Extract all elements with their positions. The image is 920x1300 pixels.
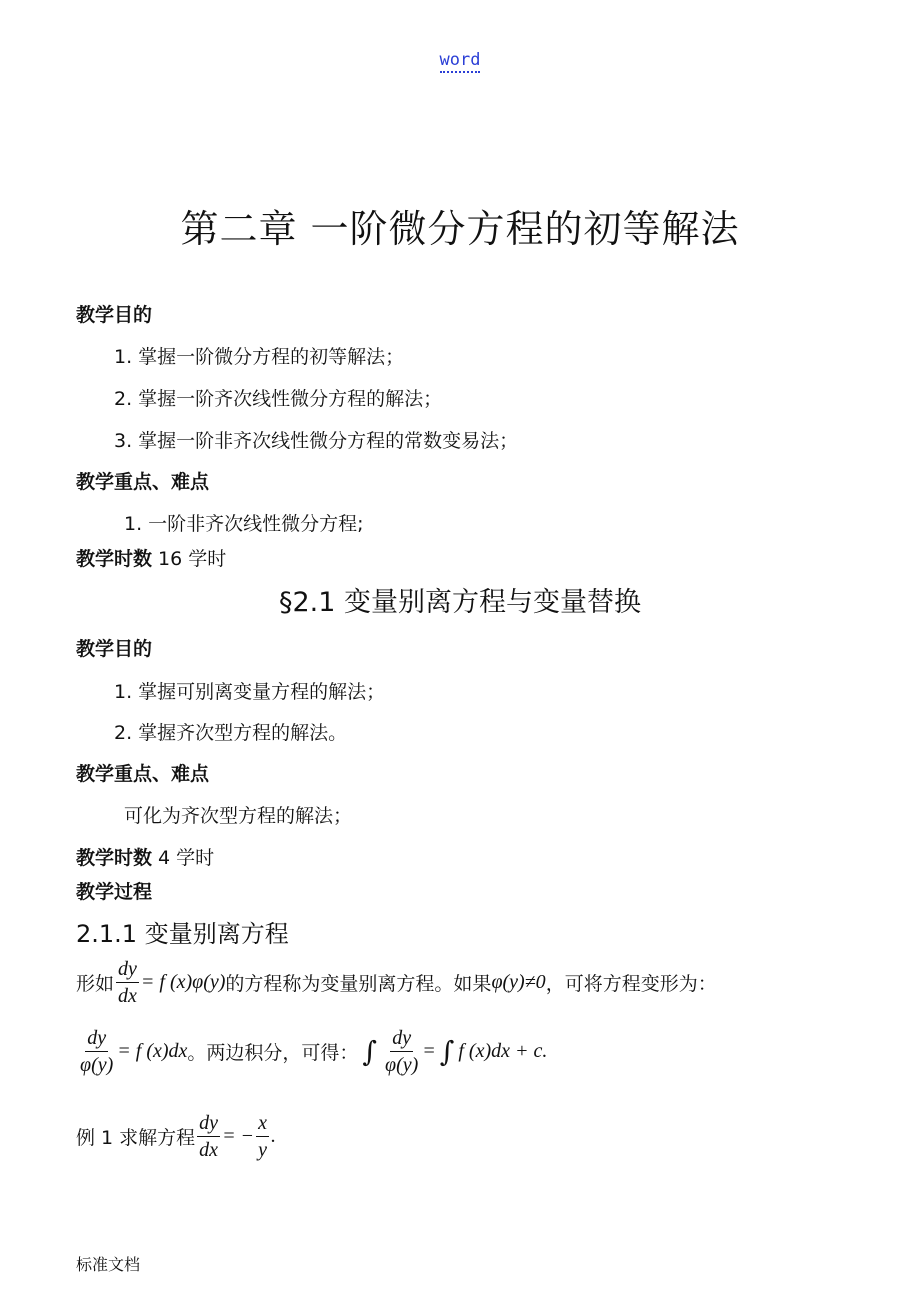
fraction-dy-dx — [197, 1112, 220, 1161]
equals-sign: = — [422, 1040, 436, 1062]
para-middle: 的方程称为变量别离方程。如果 — [225, 973, 492, 995]
example-prefix: 例 1 求解方程 — [76, 1127, 196, 1149]
equals-minus: = − — [222, 1125, 255, 1147]
frac-numerator: dy — [116, 958, 139, 983]
fraction-dy-dx — [116, 958, 139, 1007]
para-prefix: 形如 — [76, 973, 115, 995]
objective-item: 3. 掌握一阶非齐次线性微分方程的常数变易法； — [114, 430, 519, 452]
objective-item: 2. 掌握一阶齐次线性微分方程的解法； — [114, 388, 443, 410]
frac-denominator: y — [258, 1139, 267, 1161]
objective-item: 1. 掌握一阶微分方程的初等解法； — [114, 346, 405, 368]
integral-sign: ∫ — [439, 1035, 455, 1068]
frac-denominator: dx — [118, 985, 137, 1007]
footer-label: 标准文档 — [76, 1257, 141, 1274]
frac-numerator: dy — [390, 1027, 413, 1052]
keypoints-label: 教学重点、难点 — [76, 471, 210, 493]
frac-numerator: dy — [85, 1027, 108, 1052]
frac-denominator: dx — [199, 1139, 219, 1161]
integration-paragraph — [76, 1027, 547, 1076]
para-suffix: ，可将方程变形为： — [545, 973, 717, 995]
hours-label: 教学时数 — [76, 548, 153, 570]
equation-rhs: f (x)dx + c. — [458, 1040, 548, 1062]
equation-rhs: = f (x)dx — [117, 1040, 188, 1062]
header-word-link[interactable] — [0, 50, 920, 70]
period: . — [270, 1125, 276, 1147]
teaching-hours — [76, 544, 226, 571]
hours-label: 教学时数 — [76, 847, 153, 869]
integral-sign: ∫ — [362, 1035, 378, 1068]
objectives-label: 教学目的 — [76, 304, 153, 326]
objective-item: 2. 掌握齐次型方程的解法。 — [114, 722, 348, 744]
teaching-hours — [76, 843, 214, 870]
equation-rhs: = f (x)φ(y) — [140, 971, 226, 993]
example-1 — [76, 1112, 276, 1161]
frac-numerator: dy — [197, 1112, 220, 1137]
frac-denominator: φ(y) — [80, 1054, 114, 1076]
fraction-dy-phi — [78, 1027, 115, 1076]
section-title: §2.1 变量别离方程与变量替换 — [278, 587, 642, 618]
frac-denominator: φ(y) — [385, 1054, 419, 1076]
definition-paragraph — [76, 958, 717, 1007]
keypoints-label: 教学重点、难点 — [76, 763, 210, 785]
para-middle: 。两边积分，可得： — [187, 1042, 359, 1064]
subsection-title: 2.1.1 变量别离方程 — [76, 920, 289, 948]
hours-value: 16 学时 — [152, 548, 227, 570]
objectives-label: 教学目的 — [76, 638, 153, 660]
fraction-dy-phi — [383, 1027, 420, 1076]
keypoint-item: 1. 一阶非齐次线性微分方程; — [124, 513, 364, 535]
keypoint-item: 可化为齐次型方程的解法； — [124, 805, 353, 827]
word-link-text[interactable]: word — [440, 50, 481, 73]
process-label: 教学过程 — [76, 881, 153, 903]
fraction-x-y — [256, 1112, 269, 1161]
frac-numerator: x — [256, 1112, 269, 1137]
condition: φ(y)≠0 — [491, 971, 546, 993]
hours-value: 4 学时 — [152, 847, 215, 869]
chapter-title: 第二章 一阶微分方程的初等解法 — [180, 207, 740, 251]
objective-item: 1. 掌握可别离变量方程的解法； — [114, 681, 386, 703]
